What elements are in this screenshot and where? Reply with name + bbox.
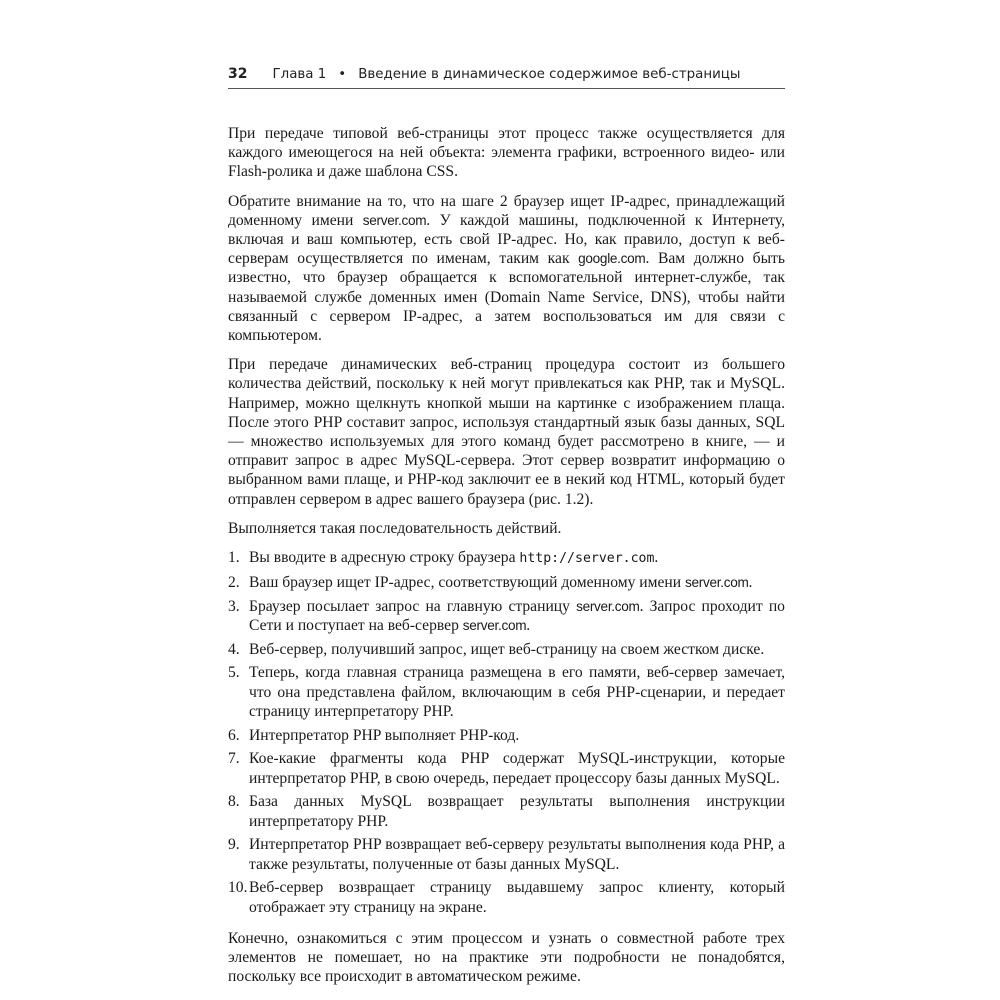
paragraph [228,192,785,346]
list-number: 4. [228,640,240,658]
list-number: 9. [228,836,240,854]
list-item [228,835,785,873]
list-item-text: Веб-сервер, получивший запрос, ищет веб-страницу на своем жестком диске. [249,640,765,658]
text-run: . Вам должно быть известно, что браузер обращается к вспомогательной интернет-службе, так называемой службе доменных имен (Domain Name Service, DNS), чтобы найти связанный с сервером IP-адрес, а затем воспользоваться им для связи с компьютером. [228,250,785,345]
text-run: . [748,573,753,591]
list-number: 5. [228,664,240,682]
domain-name: google.com [578,251,646,267]
list-item [228,749,785,787]
running-header [228,56,785,89]
list-item [228,878,785,916]
text-run: . [526,616,531,634]
list-item-text: Кое-какие фрагменты кода PHP содержат MySQL-инструкции, которые интерпретатор PHP, в свою очередь, передает процессору базы данных MySQL. [249,750,785,787]
text-run: Ваш браузер ищет IP-адрес, соответствующий доменному имени [249,573,686,591]
list-item-text: База данных MySQL возвращает результаты выполнения инструкции интерпретатору PHP. [249,793,785,830]
chapter-title: Введение в динамическое содержимое веб-страницы [358,67,741,82]
paragraph: Конечно, ознакомиться с этим процессом и узнать о совместной работе трех элементов не помешает, но на практике эти подробности не понадобятся, поскольку все происходит в автоматическом режиме. [228,929,785,986]
list-item [228,792,785,830]
code-url: http://server.com [519,551,655,567]
paragraph: Выполняется такая последовательность действий. [228,519,562,537]
list-item-text [249,548,785,568]
text-run: . У каждой машины, подключенной к Интернету, включая и ваш компьютер, есть свой IP-адрес. Но, как правило, доступ к веб-серверам осуществляется по именам, таким как [228,211,785,268]
list-item-text: Интерпретатор PHP выполняет PHP-код. [249,726,520,744]
paragraph: При передаче динамических веб-страниц процедура состоит из большего количества действий, поскольку к ней могут привлекаться как PHP, так и MySQL. Например, можно щелкнуть кнопкой мыши на картинке с изображением плаща. После этого PHP составит запрос, используя стандартный язык базы данных, SQL — множество используемых для этого команд будет рассмотрено в книге, — и отправит запрос в адрес MySQL-сервера. Этот сервер возвратит информацию о выбранном вами плаще, и PHP-код заключит ее в некий код HTML, который будет отправлен сервером в адрес вашего браузера (рис. 1.2). [228,356,785,508]
text-run: Обратите внимание на то, что на шаге 2 браузер ищет IP-адрес, принадлежащий доменному имени [228,192,785,229]
list-number: 6. [228,726,240,744]
list-item-text: Теперь, когда главная страница размещена в его памяти, веб-сервер замечает, что она представлена файлом, включающим в себя PHP-сценарии, и передает страницу интерпретатору PHP. [249,664,785,720]
chapter-label: Глава 1 [272,67,327,82]
paragraph: При передаче типовой веб-страницы этот процесс также осуществляется для каждого имеющегося на ней объекта: элемента графики, встроенного видео- или Flash-ролика и даже шаблона CSS. [228,125,785,181]
list-item [228,663,785,721]
list-item-text: Веб-сервер возвращает страницу выдавшему запрос клиенту, который отображает эту страницу на экране. [249,879,785,916]
page-number: 32 [228,66,248,82]
list-item-text [249,573,785,592]
list-number: 1. [228,549,240,567]
list-item [228,640,785,659]
book-page [228,56,785,996]
steps-list [228,548,785,917]
list-number: 7. [228,750,240,768]
domain-name: server.com [462,617,527,633]
text-run: Вы вводите в адресную строку браузера [249,549,520,567]
text-run: . [654,549,659,567]
list-item [228,597,785,635]
list-number: 8. [228,793,240,811]
domain-name: server.com [685,574,749,590]
list-item [228,573,785,592]
body-text [228,124,785,986]
domain-name: server.com [362,212,427,228]
list-number: 2. [228,573,240,591]
list-item [228,726,785,745]
header-bullet: • [338,67,347,82]
list-item-text: Интерпретатор PHP возвращает веб-серверу результаты выполнения кода PHP, а также результаты, полученные от базы данных MySQL. [249,836,785,873]
list-number: 10. [228,879,248,897]
text-run: Браузер посылает запрос на главную страницу [249,597,577,615]
list-number: 3. [228,597,240,615]
list-item-text [249,597,785,635]
list-item [228,548,785,568]
text-run: . Запрос проходит по Сети и поступает на веб-сервер [249,597,785,634]
domain-name: server.com [576,598,640,614]
